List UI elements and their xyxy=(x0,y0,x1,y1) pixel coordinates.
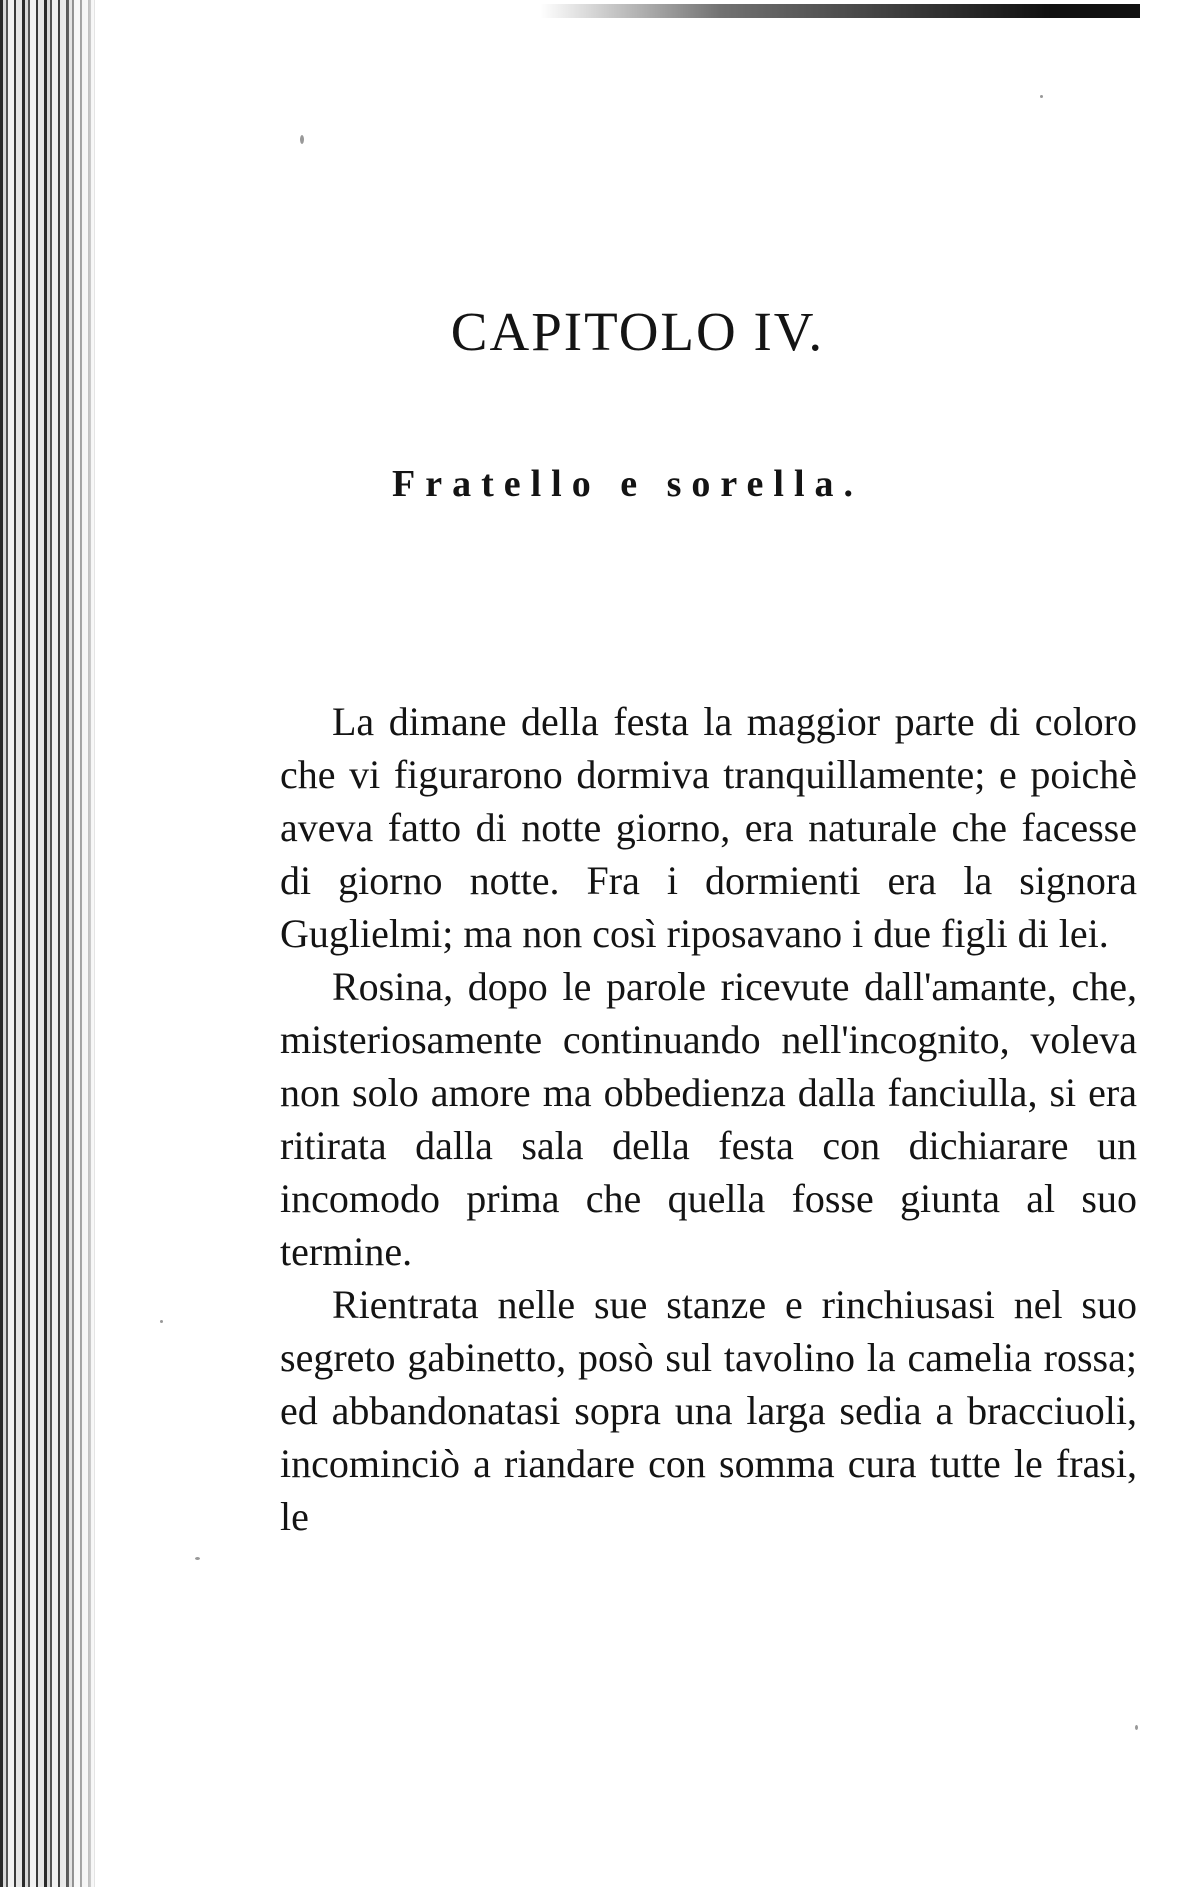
chapter-subtitle: Fratello e sorella. xyxy=(391,463,864,505)
chapter-body xyxy=(280,695,1137,1543)
print-speck xyxy=(1040,95,1043,98)
top-edge-rule xyxy=(540,4,1140,18)
paragraph: La dimane della festa la maggior parte di coloro che vi figurarono dormiva tranquillamente; e poichè aveva fatto di notte giorno, era naturale che facesse di giorno notte. Fra i dormienti era la signora Guglielmi; ma non così riposavano i due figli di lei. xyxy=(280,699,1137,956)
print-speck xyxy=(1135,1725,1138,1730)
print-speck xyxy=(300,135,304,144)
print-speck xyxy=(160,1320,163,1323)
print-speck xyxy=(195,1557,200,1560)
paragraph: Rientrata nelle sue stanze e rinchiusasi nel suo segreto gabinetto, posò sul tavolino la camelia rossa; ed abbandonatasi sopra una larga sedia a bracciuoli, incominciò a riandare con somma cura tutte le frasi, le xyxy=(280,1282,1137,1539)
page-binding-edge xyxy=(0,0,95,1887)
paragraph: Rosina, dopo le parole ricevute dall'amante, che, misteriosamente continuando nell'incognito, voleva non solo amore ma obbedienza dalla fanciulla, si era ritirata dalla sala della festa con dichiarare un incomodo prima che quella fosse giunta al suo termine. xyxy=(280,964,1137,1274)
chapter-title: CAPITOLO IV. xyxy=(450,301,825,362)
